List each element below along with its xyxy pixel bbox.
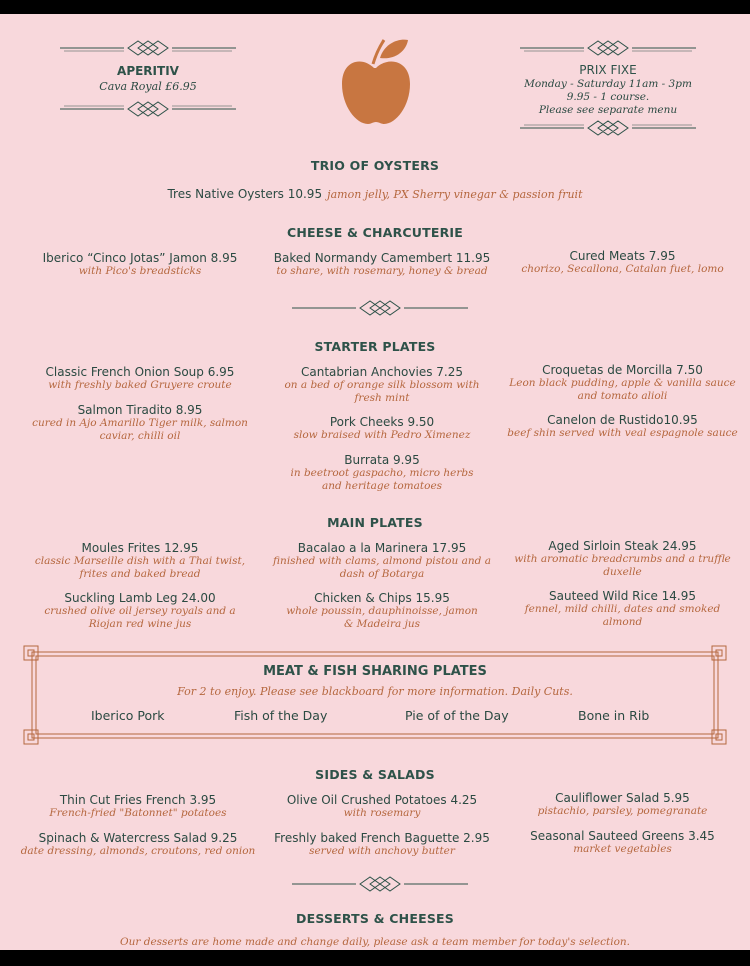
item-name: Canelon de Rustido10.95 <box>547 413 698 427</box>
aperitiv-title: APERITIV <box>117 64 179 78</box>
sharing-item: Iberico Pork <box>91 708 165 723</box>
item-desc: with freshly baked Gruyere croute <box>48 379 232 391</box>
section-title-mains: MAIN PLATES <box>327 515 423 530</box>
section-title-cheese: CHEESE & CHARCUTERIE <box>287 225 463 240</box>
menu-item <box>20 403 260 442</box>
item-desc: Leon black pudding, apple & vanilla sauce and tomato alioli <box>509 377 736 402</box>
item-desc: classic Marseille dish with a Thai twist, frites and baked bread <box>34 555 246 580</box>
menu-item <box>20 591 260 630</box>
item-desc: with rosemary <box>343 807 421 819</box>
menu-item <box>20 251 260 278</box>
item-name: Seasonal Sauteed Greens 3.45 <box>530 829 715 843</box>
item-desc: slow braised with Pedro Ximenez <box>293 429 471 441</box>
menu-item <box>20 541 260 580</box>
sharing-item: Fish of the Day <box>234 708 328 723</box>
item-name: Cured Meats 7.95 <box>569 249 676 263</box>
menu-item <box>262 831 502 858</box>
ornament-divider <box>518 120 698 136</box>
ornament-divider <box>290 300 470 316</box>
item-desc: pistachio, parsley, pomegranate <box>537 805 708 817</box>
item-name: Pork Cheeks 9.50 <box>329 415 435 429</box>
item-name: Classic French Onion Soup 6.95 <box>45 365 235 379</box>
prix-fixe-line1: Monday - Saturday 11am - 3pm <box>524 78 692 90</box>
menu-page <box>0 14 750 950</box>
menu-item <box>262 541 502 580</box>
menu-item <box>500 589 745 628</box>
oysters-item <box>0 183 750 202</box>
menu-item <box>262 453 502 492</box>
item-name: Sauteed Wild Rice 14.95 <box>549 589 696 603</box>
item-desc: on a bed of orange silk blossom with fresh mint <box>284 379 480 404</box>
item-desc: whole poussin, dauphinoisse, jamon & Madeira jus <box>286 605 478 630</box>
item-name: Olive Oil Crushed Potatoes 4.25 <box>286 793 478 807</box>
item-name: Chicken & Chips 15.95 <box>314 591 450 605</box>
item-name: Aged Sirloin Steak 24.95 <box>548 539 697 553</box>
prix-fixe-line2: 9.95 - 1 course. <box>566 91 650 103</box>
sharing-item: Bone in Rib <box>578 708 650 723</box>
item-desc: served with anchovy butter <box>309 845 455 857</box>
ornament-divider <box>518 40 698 56</box>
menu-item <box>262 251 502 278</box>
sharing-plates-subtitle: For 2 to enjoy. Please see blackboard for more information. Daily Cuts. <box>177 685 573 698</box>
item-desc: chorizo, Secallona, Catalan fuet, lomo <box>521 263 724 275</box>
sharing-item: Pie of of the Day <box>405 708 509 723</box>
item-desc: in beetroot gaspacho, micro herbs and heritage tomatoes <box>290 467 474 492</box>
menu-item <box>262 793 502 820</box>
item-name: Freshly baked French Baguette 2.95 <box>274 831 490 845</box>
ornament-divider <box>290 876 470 892</box>
section-title-desserts: DESSERTS & CHEESES <box>296 911 454 926</box>
menu-item <box>262 415 502 442</box>
item-name: Iberico “Cinco Jotas” Jamon 8.95 <box>42 251 238 265</box>
item-desc: with aromatic breadcrumbs and a truffle duxelle <box>514 553 731 578</box>
apple-icon <box>340 36 412 132</box>
item-desc: date dressing, almonds, croutons, red onion <box>20 845 256 857</box>
item-desc: fennel, mild chilli, dates and smoked almond <box>524 603 721 628</box>
menu-item <box>500 363 745 402</box>
item-name: Baked Normandy Camembert 11.95 <box>273 251 491 265</box>
menu-item <box>500 829 745 856</box>
menu-item <box>500 413 745 440</box>
item-name: Cauliflower Salad 5.95 <box>555 791 690 805</box>
menu-item <box>500 249 745 276</box>
ornament-divider <box>58 101 238 117</box>
desserts-note: Our desserts are home made and change daily, please ask a team member for today's selection. <box>120 936 630 948</box>
item-name: Tres Native Oysters 10.95 <box>167 187 323 201</box>
item-desc: cured in Ajo Amarillo Tiger milk, salmon caviar, chilli oil <box>32 417 248 442</box>
item-desc: beef shin served with veal espagnole sauce <box>507 427 738 439</box>
aperitiv-text: Cava Royal £6.95 <box>99 80 197 93</box>
menu-item <box>18 831 258 858</box>
item-name: Thin Cut Fries French 3.95 <box>59 793 217 807</box>
menu-item <box>262 591 502 630</box>
item-desc: crushed olive oil jersey royals and a Riojan red wine jus <box>44 605 236 630</box>
menu-item <box>262 365 502 404</box>
item-name: Salmon Tiradito 8.95 <box>77 403 203 417</box>
item-name: Suckling Lamb Leg 24.00 <box>64 591 216 605</box>
menu-item <box>18 793 258 820</box>
item-name: Cantabrian Anchovies 7.25 <box>300 365 464 379</box>
item-name: Spinach & Watercress Salad 9.25 <box>38 831 238 845</box>
item-name: Croquetas de Morcilla 7.50 <box>542 363 703 377</box>
section-title-oysters: TRIO OF OYSTERS <box>310 158 440 173</box>
item-desc: to share, with rosemary, honey & bread <box>276 265 488 277</box>
item-desc: with Pico's breadsticks <box>78 265 202 277</box>
item-desc: finished with clams, almond pistou and a dash of Botarga <box>273 555 491 580</box>
item-name: Burrata 9.95 <box>344 453 420 467</box>
menu-item <box>20 365 260 392</box>
section-title-starters: STARTER PLATES <box>314 339 436 354</box>
item-name: Moules Frites 12.95 <box>81 541 199 555</box>
menu-item <box>500 791 745 818</box>
menu-item <box>500 539 745 578</box>
section-title-sides: SIDES & SALADS <box>315 767 435 782</box>
item-desc: jamon jelly, PX Sherry vinegar & passion fruit <box>327 188 583 201</box>
sharing-plates-title: MEAT & FISH SHARING PLATES <box>263 664 487 679</box>
item-name: Bacalao a la Marinera 17.95 <box>297 541 467 555</box>
item-desc: market vegetables <box>573 843 672 855</box>
ornament-divider <box>58 40 238 56</box>
prix-fixe-title: PRIX FIXE <box>579 63 637 77</box>
prix-fixe-line3: Please see separate menu <box>538 104 678 116</box>
item-desc: French-fried "Batonnet" potatoes <box>49 807 227 819</box>
